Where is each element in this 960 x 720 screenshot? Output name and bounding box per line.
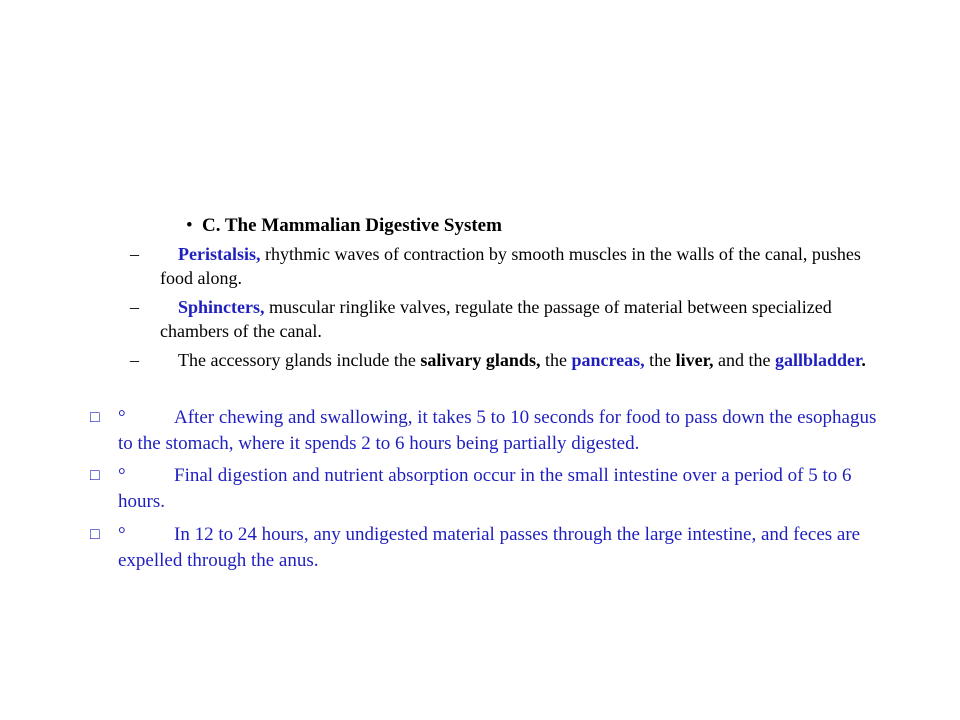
note-text-3: In 12 to 24 hours, any undigested material passes through the large intestine, and feces are expelled through the anus. <box>118 524 861 571</box>
degree-marker: ° <box>118 407 126 428</box>
note-text-2: Final digestion and nutrient absorption occur in the small intestine over a period of 5 to 6 hours. <box>118 465 852 512</box>
definition-sphincters: muscular ringlike valves, regulate the passage of material between specialized chambers of the canal. <box>160 297 832 341</box>
dash-marker: – <box>130 244 139 264</box>
term-peristalsis: Peristalsis, <box>178 244 261 264</box>
box-icon: □ <box>90 409 100 426</box>
accessory-text-3: the <box>644 350 676 370</box>
note-item-3 <box>90 522 880 574</box>
term-pancreas: pancreas, <box>571 350 645 370</box>
box-icon: □ <box>90 526 100 543</box>
accessory-text-5: . <box>861 350 866 370</box>
list-item-sphincters <box>130 295 880 343</box>
note-item-2 <box>90 463 880 515</box>
slide-heading <box>186 214 502 238</box>
note-text-1: After chewing and swallowing, it takes 5 to 10 seconds for food to pass down the esophagus to the stomach, where it spends 2 to 6 hours being partially digested. <box>118 407 877 454</box>
bullet-icon: • <box>186 215 193 236</box>
term-salivary-glands: salivary glands, <box>420 350 541 370</box>
dash-marker: – <box>130 297 139 317</box>
dash-marker: – <box>130 350 139 370</box>
term-liver: liver, <box>675 350 714 370</box>
term-gallbladder: gallbladder <box>774 350 862 370</box>
list-item-peristalsis <box>130 242 880 290</box>
degree-marker: ° <box>118 524 126 545</box>
accessory-text-1: The accessory glands include the <box>178 350 421 370</box>
definition-peristalsis: rhythmic waves of contraction by smooth muscles in the walls of the canal, pushes food along. <box>160 244 861 288</box>
box-icon: □ <box>90 467 100 484</box>
accessory-text-2: the <box>540 350 572 370</box>
heading-text: C. The Mammalian Digestive System <box>202 215 502 236</box>
term-sphincters: Sphincters, <box>178 297 265 317</box>
accessory-text-4: and the <box>713 350 775 370</box>
list-item-accessory-glands <box>130 348 880 372</box>
degree-marker: ° <box>118 465 126 486</box>
note-item-1 <box>90 405 880 457</box>
